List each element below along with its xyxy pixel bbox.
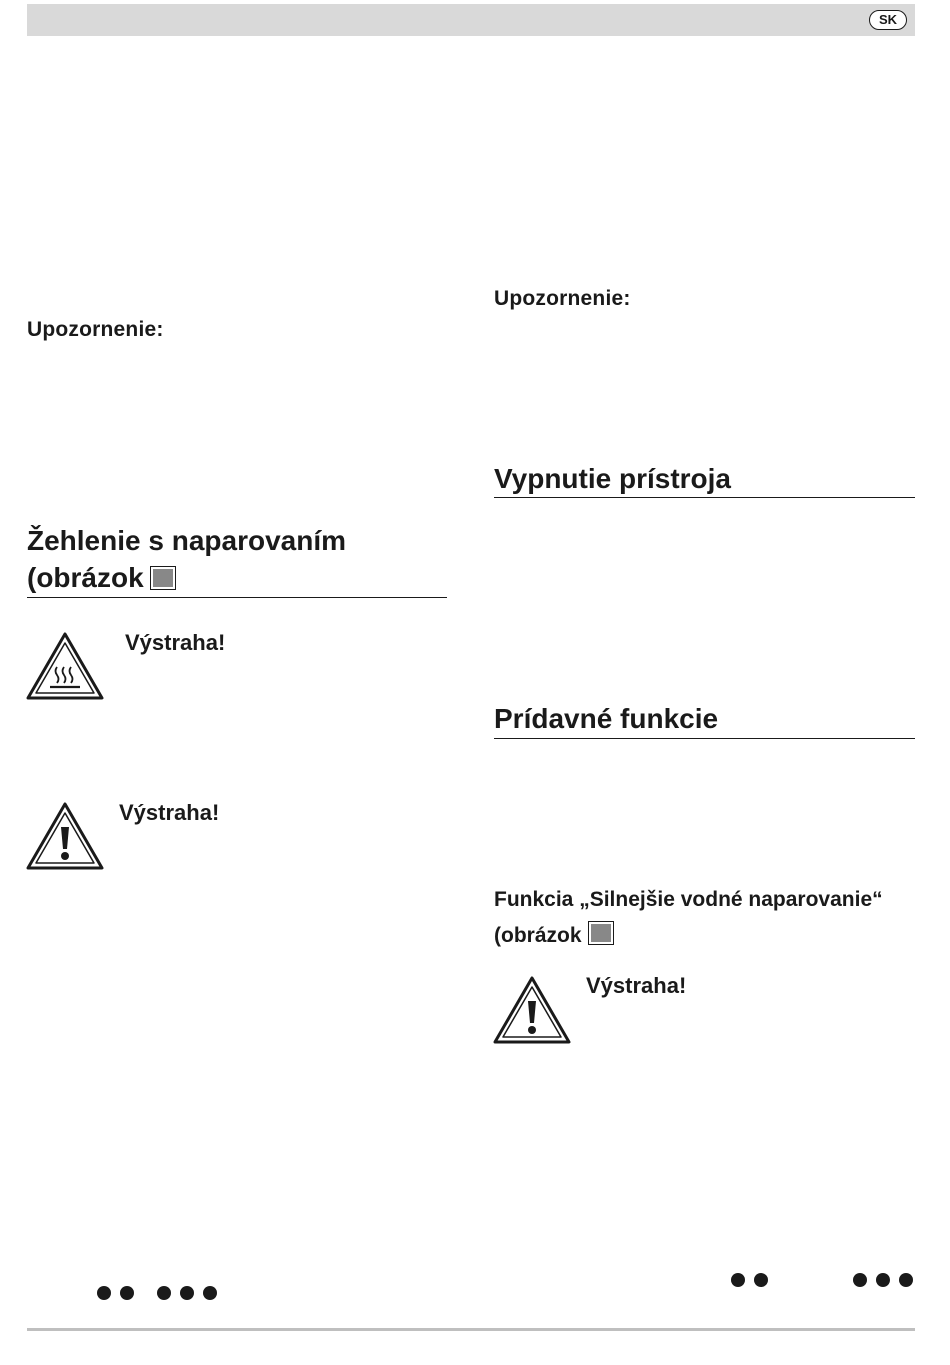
footer-dots-left — [97, 1286, 226, 1305]
function-title-line2 — [494, 918, 883, 954]
hot-surface-warning-icon — [26, 631, 104, 701]
right-note-label: Upozornenie: — [494, 287, 631, 310]
section-rule-additional — [494, 738, 915, 739]
language-badge: SK — [869, 10, 907, 30]
footer-dot — [120, 1286, 134, 1300]
section-title-switch-off: Vypnutie prístroja — [494, 463, 732, 494]
figure-ref-label: (obrázok — [494, 924, 582, 947]
figure-ref-label: (obrázok — [27, 562, 144, 593]
footer-dots-right-triple — [853, 1273, 913, 1292]
footer-dot — [853, 1273, 867, 1287]
section-title-ironing-steam — [27, 522, 346, 596]
footer-dot — [203, 1286, 217, 1300]
figure-reference-box — [150, 566, 176, 590]
footer-dot — [754, 1273, 768, 1287]
footer-dot — [97, 1286, 111, 1300]
left-note-label: Upozornenie: — [27, 318, 164, 341]
footer-dot — [157, 1286, 171, 1300]
footer-dot — [876, 1273, 890, 1287]
function-title-line1: Funkcia „Silnejšie vodné naparovanie“ — [494, 888, 883, 911]
section-rule-left — [27, 597, 447, 598]
header-bar — [27, 4, 915, 36]
footer-dot — [180, 1286, 194, 1300]
figure-reference-box — [588, 921, 614, 945]
section-title-line2 — [27, 559, 346, 596]
warning-label-2: Výstraha! — [119, 800, 220, 825]
footer-dots-right-pair — [731, 1273, 777, 1292]
section-rule-switch-off — [494, 497, 915, 498]
warning-label-1: Výstraha! — [125, 630, 226, 655]
footer-rule — [27, 1328, 915, 1331]
warning-label-3: Výstraha! — [586, 973, 687, 998]
footer-dot — [899, 1273, 913, 1287]
footer-dot — [731, 1273, 745, 1287]
exclamation-warning-icon — [493, 975, 571, 1045]
section-title-line1: Žehlenie s naparovaním — [27, 525, 346, 556]
function-title-stronger-steam — [494, 882, 883, 954]
section-title-additional-functions: Prídavné funkcie — [494, 703, 719, 734]
exclamation-warning-icon — [26, 801, 104, 871]
